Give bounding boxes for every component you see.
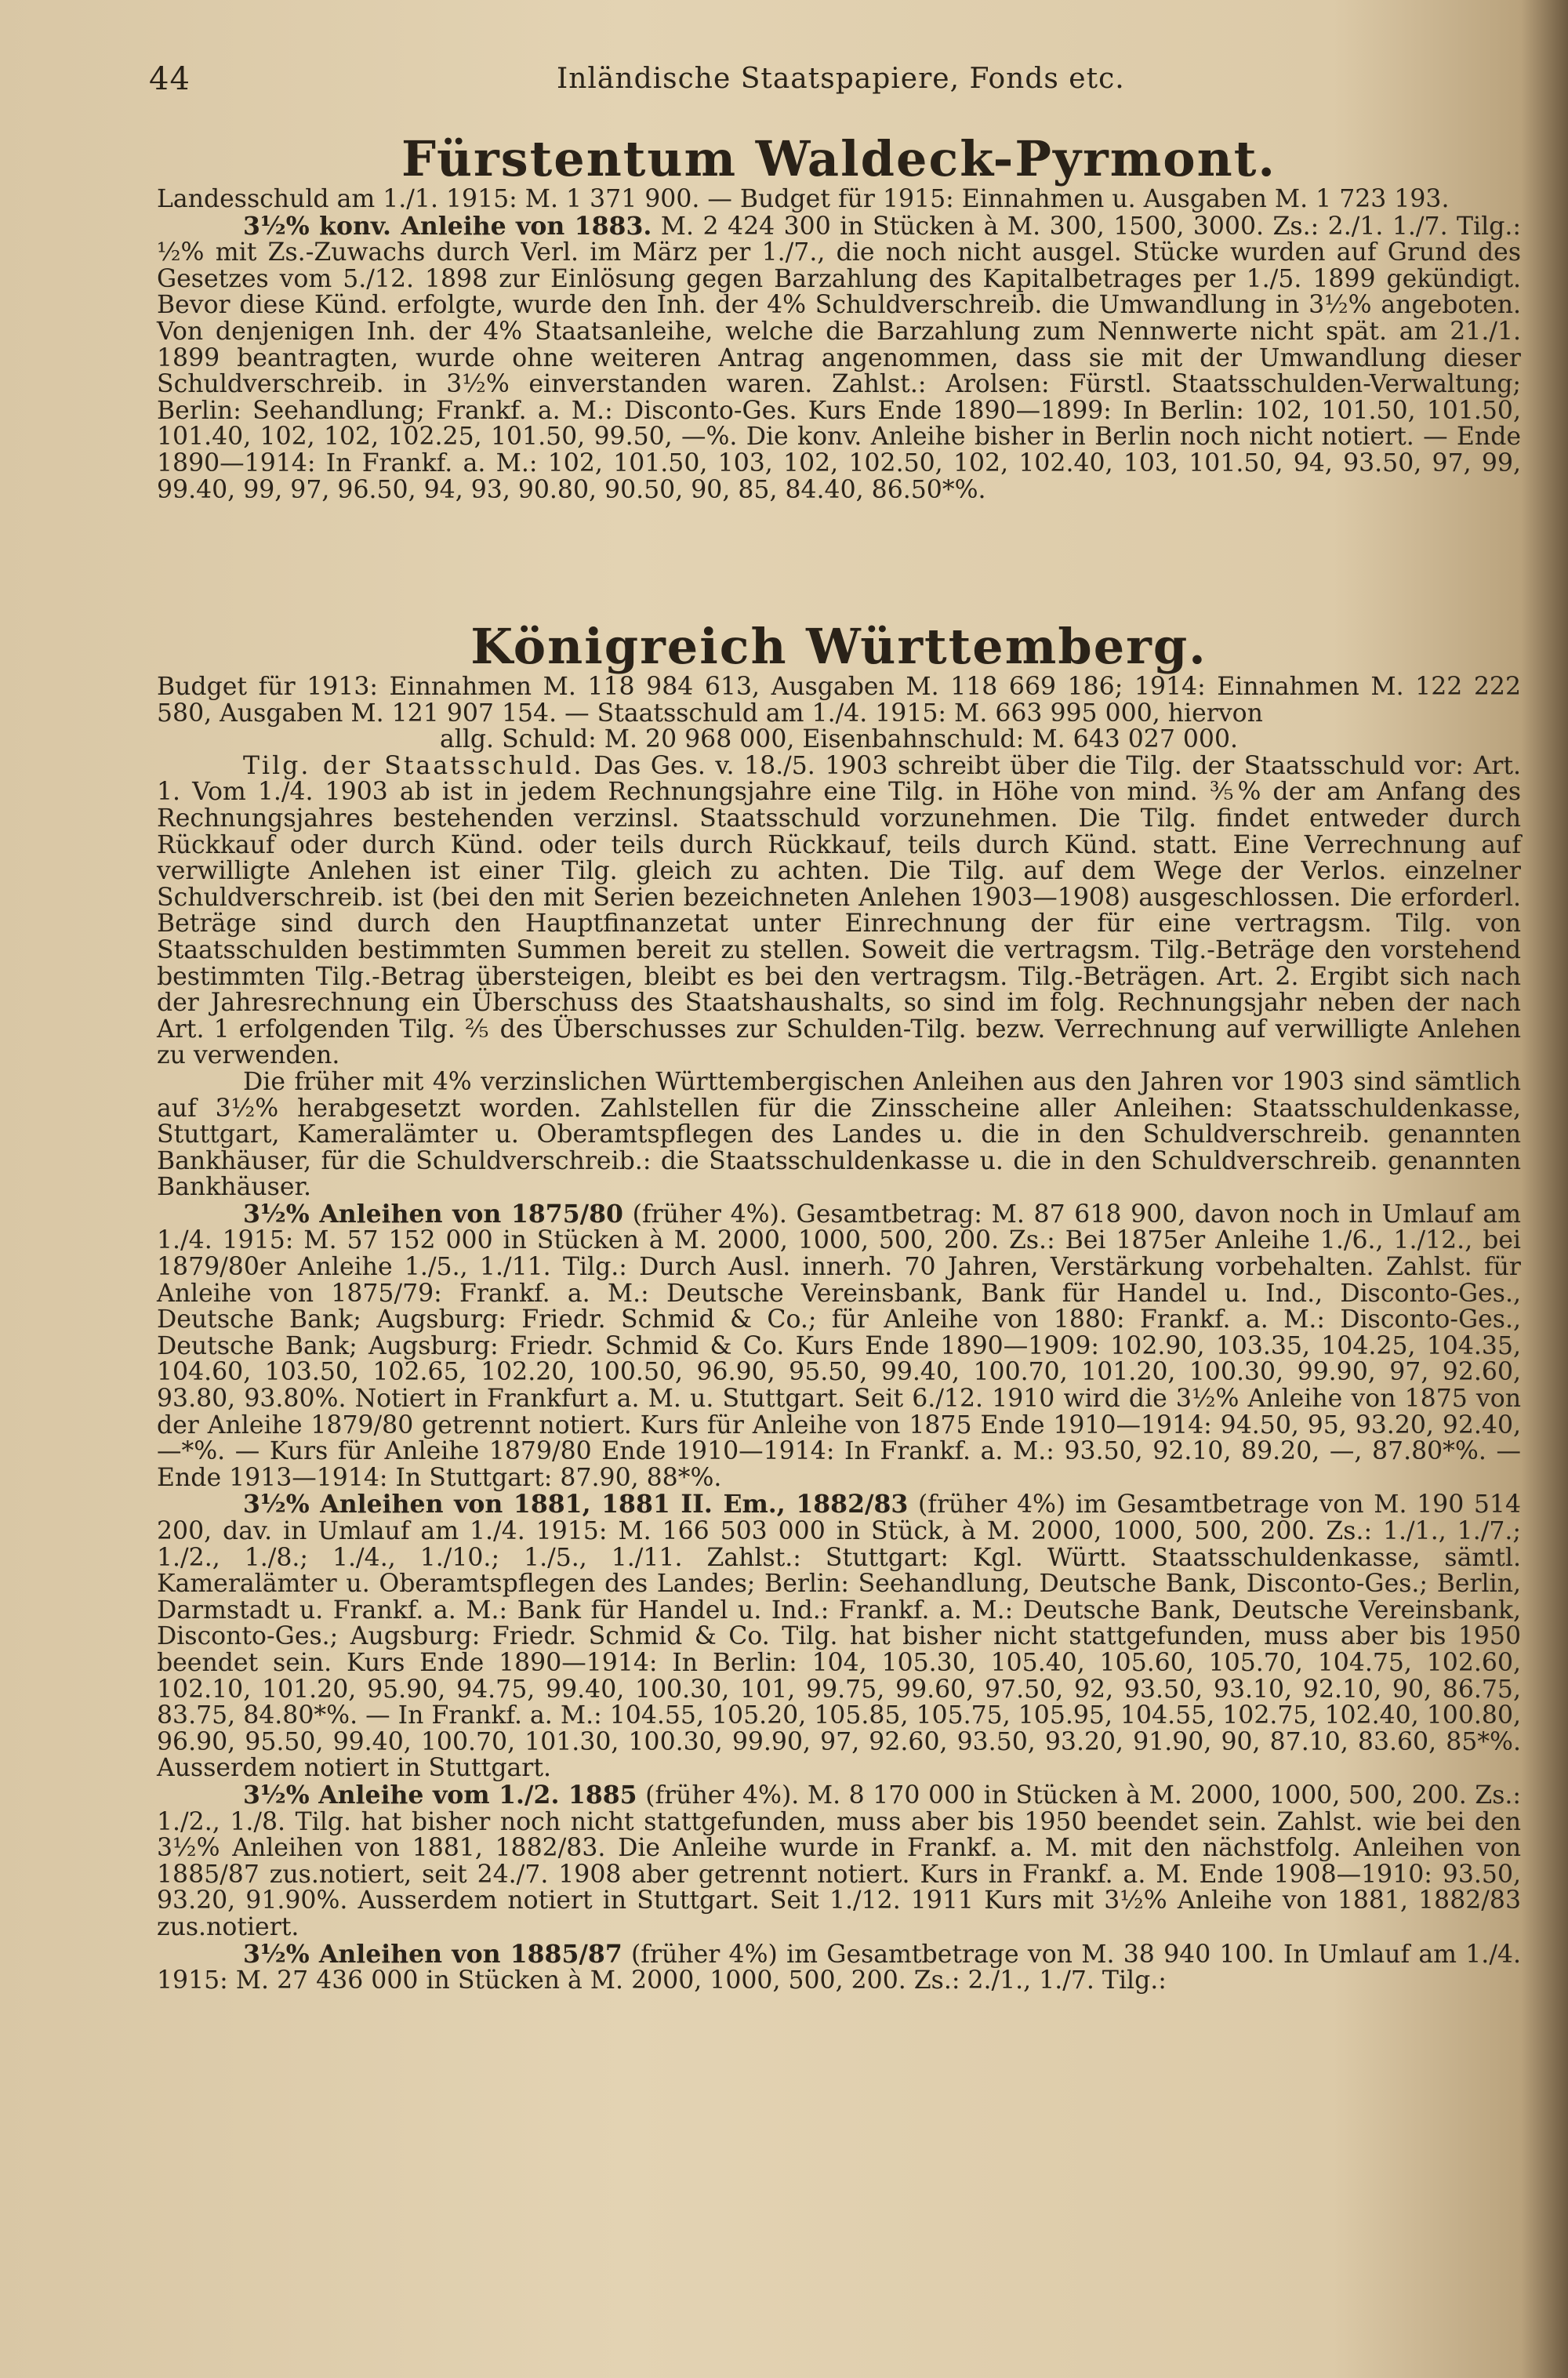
landesschuld-line: Landesschuld am 1./1. 1915: M. 1 371 900. — Budget für 1915: Einnahmen u. Ausgaben M. 1 723 193. [157,185,1450,213]
budget-paragraph: Budget für 1913: Einnahmen M. 118 984 613, Ausgaben M. 118 669 186; 1914: Einnahmen M. 122 222 580, Ausgaben M. 121 907 154. — Staatsschuld am 1./4. 1915: M. 663 995 000, hiervon [157,673,1521,728]
anleihe-1881-text: (früher 4%) im Gesamtbetrage von M. 190 514 200, dav. in Umlauf am 1./4. 1915: M. 166 503 000 in Stück, à M. 2000, 1000, 500, 200. Zs.: 1./1., 1./7.; 1./2., 1./8.; 1./4., 1./10.; 1./5., 1./11. Zahlst.: Stuttgart: Kgl. Württ. Staatsschuldenkasse, sämtl. Kameralämter u. Oberamtspflegen des Landes; Berlin: Seehandlung, Deutsche Bank, Disconto-Ges.; Berlin, Darmstadt u. Frankf. a. M.: Bank für Handel u. Ind.: Frankf. a. M.: Deutsche Bank, Deutsche Vereinsbank, Disconto-Ges.; Augsburg: Friedr. Schmid & Co. Tilg. hat bisher nicht stattgefunden, muss aber bis 1950 beendet sein. Kurs Ende 1890—1914: In Berlin: 104, 105.30, 105.40, 105.60, 105.70, 104.75, 102.60, 102.10, 101.20, 95.90, 94.75, 99.40, 100.30, 101, 99.75, 99.60, 97.50, 92, 93.50, 93.10, 92.10, 90, 86.75, 83.75, 84.80*%. — In Frankf. a. M.: 104.55, 105.20, 105.85, 105.75, 105.95, 104.55, 102.75, 102.40, 100.80, 96.90, 95.50, 99.40, 100.70, 101.30, 100.30, 99.90, 97, 92.60, 93.50, 93.20, 91.90, 90, 87.10, 83.60, 85*%. Ausserdem notiert in Stuttgart. [157,1490,1522,1783]
anleihe-1881-paragraph [157,1491,1521,1782]
anleihe-1875-paragraph [157,1201,1521,1492]
anleihe-1885-87-title: 3½% Anleihen von 1885/87 [243,1939,622,1969]
anleihe-1885-87-paragraph [157,1941,1521,1995]
anleihe-1875-title: 3½% Anleihen von 1875/80 [243,1199,623,1229]
anleihe-1881-title: 3½% Anleihen von 1881, 1881 II. Em., 1882/83 [243,1490,909,1519]
running-head [149,61,1497,108]
anleihe-1883-title: 3½% konv. Anleihe von 1883. [243,211,652,241]
frueher-paragraph: Die früher mit 4% verzinslichen Württembergischen Anleihen aus den Jahren vor 1903 sind sämtlich auf 3½% herabgesetzt worden. Zahlstellen für die Zinsscheine aller Anleihen: Staatsschuldenkasse, Stuttgart, Kameralämter u. Oberamtspflegen des Landes u. die in den Schuldverschreib. genannten Bankhäuser, für die Schuldverschreib.: die Staatsschuldenkasse u. die in den Schuldverschreib. genannten Bankhäuser. [157,1067,1521,1202]
running-title: Inländische Staatspapiere, Fonds etc. [557,63,1125,95]
anleihe-1875-text: (früher 4%). Gesamtbetrag: M. 87 618 900, davon noch in Umlauf am 1./4. 1915: M. 57 152 000 in Stücken à M. 2000, 1000, 500, 200. Zs.: Bei 1875er Anleihe 1./6., 1./12., bei 1879/80er Anleihe 1./5., 1./11. Tilg.: Durch Ausl. innerh. 70 Jahren, Verstärkung vorbehalten. Zahlst. für Anleihe von 1875/79: Frankf. a. M.: Deutsche Vereinsbank, Bank für Handel u. Ind., Disconto-Ges., Deutsche Bank; Augsburg: Friedr. Schmid & Co.; für Anleihe von 1880: Frankf. a. M.: Disconto-Ges., Deutsche Bank; Augsburg: Friedr. Schmid & Co. Kurs Ende 1890—1909: 102.90, 103.35, 104.25, 104.35, 104.60, 103.50, 102.65, 102.20, 100.50, 96.90, 95.50, 99.40, 100.70, 101.20, 100.30, 99.90, 97, 92.60, 93.80, 93.80%. Notiert in Frankfurt a. M. u. Stuttgart. Seit 6./12. 1910 wird die 3½% Anleihe von 1875 von der Anleihe 1879/80 getrennt notiert. Kurs für Anleihe von 1875 Ende 1910—1914: 94.50, 95, 93.20, 92.40, —*%. — Kurs für Anleihe 1879/80 Ende 1910—1914: In Frankf. a. M.: 93.50, 92.10, 89.20, —, 87.80*%. — Ende 1913—1914: In Stuttgart: 87.90, 88*%. [157,1200,1521,1492]
tilgung-paragraph [157,753,1521,1069]
page-number: 44 [149,61,191,97]
tilgung-text: Das Ges. v. 18./5. 1903 schreibt über die Tilg. der Staatsschuld vor: Art. 1. Vom 1./4. 1903 ab ist in jedem Rechnungsjahre eine Tilg. in Höhe von mind. ⅗% der am Anfang des Rechnungsjahres bestehenden verzinsl. Staatsschuld vorzunehmen. Die Tilg. findet entweder durch Rückkauf oder durch Künd. oder teils durch Rückkauf, teils durch Künd. statt. Eine Verrechnung auf verwilligte Anlehen ist einer Tilg. gleich zu achten. Die Tilg. auf dem Wege der Verlos. einzelner Schuldverschreib. ist (bei den mit Serien bezeichneten Anlehen 1903—1908) ausgeschlossen. Die erforderl. Beträge sind durch den Hauptfinanzetat unter Einrechnung der für eine vertragsm. Tilg. von Staatsschulden bestimmten Summen bereit zu stellen. Soweit die vertragsm. Tilg.-Beträge den vorstehend bestimmten Tilg.-Betrag übersteigen, bleibt es bei den vertragsm. Tilg.-Beträgen. Art. 2. Ergibt sich nach der Jahresrechnung ein Überschuss des Staatshaushalts, so sind im folg. Rechnungsjahr neben der nach Art. 1 erfolgenden Tilg. ⅖ des Überschusses zur Schulden-Tilg. bezw. Verrechnung auf verwilligte Anlehen zu verwenden. [157,751,1521,1070]
anleihe-1885-title: 3½% Anleihe vom 1./2. 1885 [243,1780,637,1810]
anleihe-1885-text: (früher 4%). M. 8 170 000 in Stücken à M. 2000, 1000, 500, 200. Zs.: 1./2., 1./8. Tilg. hat bisher noch nicht stattgefunden, muss aber bis 1950 beendet sein. Zahlst. wie bei den 3½% Anleihen von 1881, 1882/83. Die Anleihe wurde in Frankf. a. M. mit den nächstfolg. Anleihen von 1885/87 zus.notiert, seit 24./7. 1908 aber getrennt notiert. Kurs in Frankf. a. M. Ende 1908—1910: 93.50, 93.20, 91.90%. Ausserdem notiert in Stuttgart. Seit 1./12. 1911 Kurs mit 3½% Anleihe von 1881, 1882/83 zus.notiert. [157,1781,1521,1941]
anleihe-1885-paragraph [157,1782,1521,1941]
section-heading-waldeck: Fürstentum Waldeck-Pyrmont. [401,130,1276,187]
section-waldeck-pyrmont [157,132,1521,503]
section-wuerttemberg [157,619,1521,1995]
anleihe-1885-87-text: (früher 4%) im Gesamtbetrage von M. 38 940 100. In Umlauf am 1./4. 1915: M. 27 436 000 in Stücken à M. 2000, 1000, 500, 200. Zs.: 2./1., 1./7. Tilg.: [157,1940,1521,1995]
anleihe-1883-paragraph [157,213,1521,504]
anleihe-1883-text: M. 2 424 300 in Stücken à M. 300, 1500, 3000. Zs.: 2./1. 1./7. Tilg.: ½% mit Zs.-Zuwachs durch Verl. im März per 1./7., die noch nicht ausgel. Stücke wurden auf Grund des Gesetzes vom 5./12. 1898 zur Einlösung gegen Barzahlung des Kapitalbetrages per 1./5. 1899 gekündigt. Bevor diese Künd. erfolgte, wurde den Inh. der 4% Schuldverschreib. die Umwandlung in 3½% angeboten. Von denjenigen Inh. der 4% Staatsanleihe, welche die Barzahlung zum Nennwerte nicht spät. am 21./1. 1899 beantragten, wurde ohne weiteren Antrag angenommen, dass sie mit der Umwandlung dieser Schuldverschreib. in 3½% einverstanden waren. Zahlst.: Arolsen: Fürstl. Staatsschulden-Verwaltung; Berlin: Seehandlung; Frankf. a. M.: Disconto-Ges. Kurs Ende 1890—1899: In Berlin: 102, 101.50, 101.50, 101.40, 102, 102, 102.25, 101.50, 99.50, —%. Die konv. Anleihe bisher in Berlin noch nicht notiert. — Ende 1890—1914: In Frankf. a. M.: 102, 101.50, 103, 102, 102.50, 102, 102.40, 103, 101.50, 94, 93.50, 97, 99, 99.40, 99, 97, 96.50, 94, 93, 90.80, 90.50, 90, 85, 84.40, 86.50*%. [157,212,1521,504]
section-heading-wuerttemberg: Königreich Württemberg. [470,618,1207,675]
tilgung-heading: Tilg. der Staatsschuld. [243,751,584,780]
budget-continuation: allg. Schuld: M. 20 968 000, Eisenbahnschuld: M. 643 027 000. [439,725,1239,754]
